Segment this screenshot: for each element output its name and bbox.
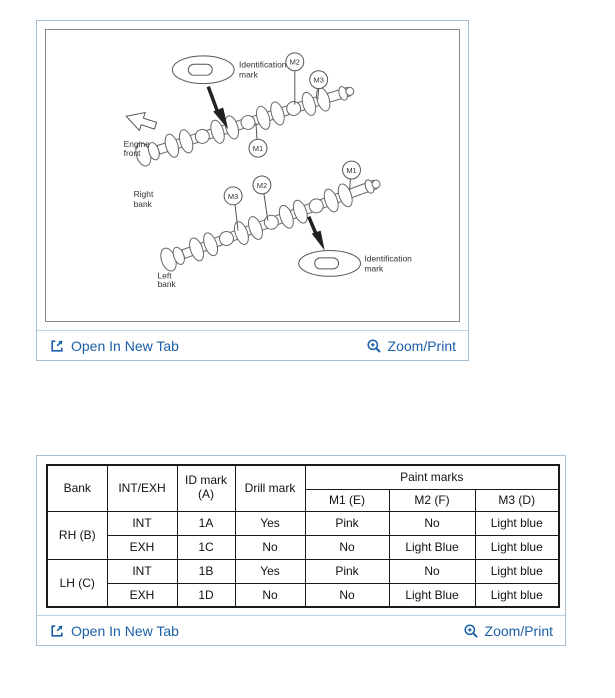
zoom-print-label: Zoom/Print bbox=[387, 337, 456, 354]
identification-mark-label-top-line2: mark bbox=[239, 69, 258, 80]
int-exh-cell: EXH bbox=[107, 535, 177, 559]
m3-header: M3 (D) bbox=[475, 489, 559, 511]
zoom-print-label: Zoom/Print bbox=[484, 622, 553, 639]
drill-mark-header: Drill mark bbox=[235, 465, 305, 511]
m2-header: M2 (F) bbox=[389, 489, 475, 511]
table-footer bbox=[37, 615, 565, 645]
magnifier-icon bbox=[366, 338, 382, 354]
id-mark-header bbox=[177, 465, 235, 511]
drill-mark-cell: No bbox=[235, 535, 305, 559]
id-mark-header-line1: ID mark bbox=[185, 473, 227, 488]
table-row bbox=[47, 559, 559, 583]
paint-marks-header: Paint marks bbox=[305, 465, 559, 489]
m1-cell: Pink bbox=[305, 559, 389, 583]
int-exh-cell: EXH bbox=[107, 583, 177, 607]
table-row bbox=[47, 535, 559, 559]
m2-cell: No bbox=[389, 559, 475, 583]
left-bank-label-line1: Left bbox=[157, 270, 172, 281]
m3-cell: Light blue bbox=[475, 559, 559, 583]
open-in-new-tab-link[interactable] bbox=[49, 623, 179, 639]
bank-cell: RH (B) bbox=[47, 511, 107, 559]
m2-cell: Light Blue bbox=[389, 535, 475, 559]
open-in-new-tab-link[interactable] bbox=[49, 338, 179, 354]
right-bank-label-line1: Right bbox=[133, 188, 154, 199]
int-exh-header: INT/EXH bbox=[107, 465, 177, 511]
m1-cell: No bbox=[305, 583, 389, 607]
identification-mark-callout-top bbox=[172, 56, 234, 129]
m1-cell: No bbox=[305, 535, 389, 559]
left-bank-label-line2: bank bbox=[157, 279, 176, 290]
drill-mark-cell: Yes bbox=[235, 511, 305, 535]
table-panel bbox=[36, 455, 566, 646]
engine-front-label-line2: front bbox=[123, 148, 141, 159]
id-mark-cell: 1B bbox=[177, 559, 235, 583]
int-exh-cell: INT bbox=[107, 559, 177, 583]
marker-label-l3: M1 bbox=[346, 166, 357, 176]
identification-mark-callout-bottom bbox=[299, 217, 361, 277]
drill-mark-cell: Yes bbox=[235, 559, 305, 583]
identification-mark-label-top-line1: Identification bbox=[239, 59, 287, 70]
m3-cell: Light blue bbox=[475, 583, 559, 607]
camshaft-marks-table-wrap bbox=[37, 456, 565, 608]
m1-cell: Pink bbox=[305, 511, 389, 535]
open-in-new-tab-label: Open In New Tab bbox=[71, 337, 179, 354]
engine-front-arrow bbox=[123, 107, 158, 134]
table-row bbox=[47, 583, 559, 607]
table-row bbox=[47, 511, 559, 535]
id-mark-cell: 1D bbox=[177, 583, 235, 607]
identification-mark-label-bottom-line1: Identification bbox=[364, 253, 412, 264]
bank-cell: LH (C) bbox=[47, 559, 107, 607]
marker-label-u3: M1 bbox=[252, 144, 264, 154]
m1-header: M1 (E) bbox=[305, 489, 389, 511]
m3-cell: Light blue bbox=[475, 535, 559, 559]
open-in-new-tab-icon bbox=[49, 623, 65, 639]
camshaft-marks-table bbox=[46, 464, 560, 608]
m2-cell: Light Blue bbox=[389, 583, 475, 607]
id-mark-cell: 1A bbox=[177, 511, 235, 535]
marker-label-l1: M3 bbox=[227, 191, 239, 201]
m3-cell: Light blue bbox=[475, 511, 559, 535]
int-exh-cell: INT bbox=[107, 511, 177, 535]
magnifier-icon bbox=[463, 623, 479, 639]
engine-front-label-line1: Engine bbox=[123, 139, 150, 150]
zoom-print-link[interactable] bbox=[463, 623, 553, 639]
open-in-new-tab-label: Open In New Tab bbox=[71, 622, 179, 639]
diagram-footer bbox=[37, 330, 468, 360]
id-mark-header-line2: (A) bbox=[198, 487, 214, 502]
marker-label-u2: M3 bbox=[313, 75, 324, 85]
marker-label-u1: M2 bbox=[289, 57, 300, 67]
marker-label-l2: M2 bbox=[256, 180, 268, 190]
camshaft-diagram-image bbox=[45, 29, 460, 322]
zoom-print-link[interactable] bbox=[366, 338, 456, 354]
diagram-panel bbox=[36, 20, 469, 361]
right-bank-label-line2: bank bbox=[133, 198, 152, 209]
drill-mark-cell: No bbox=[235, 583, 305, 607]
open-in-new-tab-icon bbox=[49, 338, 65, 354]
right-bank-camshaft bbox=[133, 79, 357, 168]
identification-mark-label-bottom-line2: mark bbox=[364, 263, 384, 274]
bank-header: Bank bbox=[47, 465, 107, 511]
m2-cell: No bbox=[389, 511, 475, 535]
id-mark-cell: 1C bbox=[177, 535, 235, 559]
camshaft-diagram bbox=[46, 30, 459, 321]
